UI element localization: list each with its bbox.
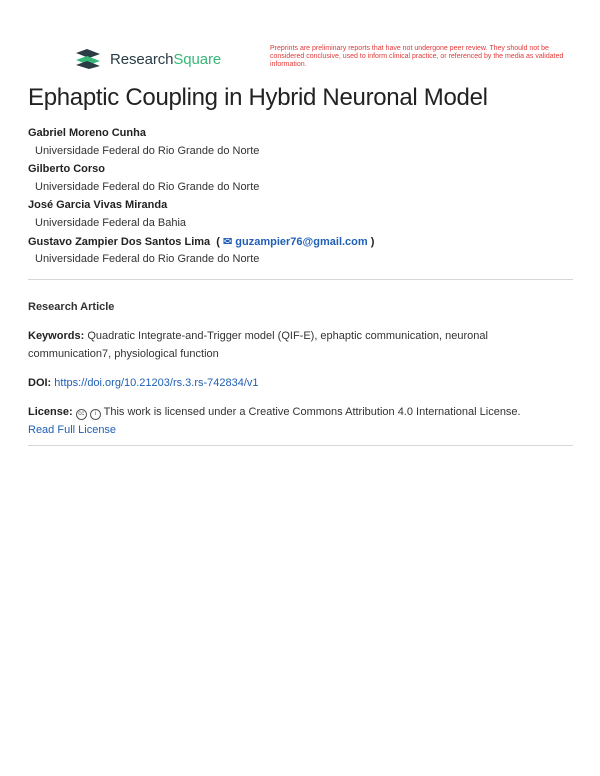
doi-link[interactable]: https://doi.org/10.21203/rs.3.rs-742834/v1 (54, 377, 259, 389)
keywords-text: Quadratic Integrate-and-Trigger model (QIF-E), ephaptic communication, neuronal communication7, physiological function (28, 330, 488, 360)
keywords-label: Keywords: (28, 330, 85, 342)
attribution-icon: i (90, 409, 101, 420)
license-label: License: (28, 406, 73, 418)
email-close-paren: ) (370, 236, 375, 248)
author-affiliation: Universidade Federal do Rio Grande do Norte (35, 253, 260, 265)
keywords-section (28, 327, 548, 363)
email-open-paren: ( (213, 236, 220, 248)
logo-word-square: Square (173, 50, 222, 68)
author-affiliation: Universidade Federal do Rio Grande do Norte (35, 145, 260, 157)
creative-commons-icon: cc (76, 409, 87, 420)
divider (28, 279, 573, 280)
logo-text (110, 51, 221, 68)
license-text: This work is licensed under a Creative Commons Attribution 4.0 International License. (103, 406, 521, 418)
divider (28, 445, 573, 446)
envelope-icon: ✉ (223, 236, 233, 248)
research-square-logo[interactable] (74, 48, 221, 70)
paper-title: Ephaptic Coupling in Hybrid Neuronal Model (28, 84, 488, 111)
preprint-disclaimer: Preprints are preliminary reports that have not undergone peer review. They should not be considered conclusive, used to inform clinical practice, or referenced by the media as validated information. (270, 45, 564, 68)
license-section (28, 403, 548, 439)
author-name: José Garcia Vivas Miranda (28, 199, 168, 211)
doi-section (28, 374, 548, 392)
author-name: Gustavo Zampier Dos Santos Lima (28, 236, 211, 248)
author-name: Gilberto Corso (28, 163, 106, 175)
author-affiliation: Universidade Federal do Rio Grande do Norte (35, 181, 260, 193)
doi-label: DOI: (28, 377, 52, 389)
research-square-logo-icon (74, 49, 102, 69)
author-email-link[interactable]: guzampier76@gmail.com (235, 236, 368, 248)
author-affiliation: Universidade Federal da Bahia (35, 217, 187, 229)
article-type: Research Article (28, 301, 115, 313)
author-name: Gabriel Moreno Cunha (28, 127, 146, 139)
logo-word-research: Research (110, 50, 174, 68)
author-line-corresponding (28, 235, 374, 248)
read-full-license-link[interactable]: Read Full License (28, 424, 117, 436)
